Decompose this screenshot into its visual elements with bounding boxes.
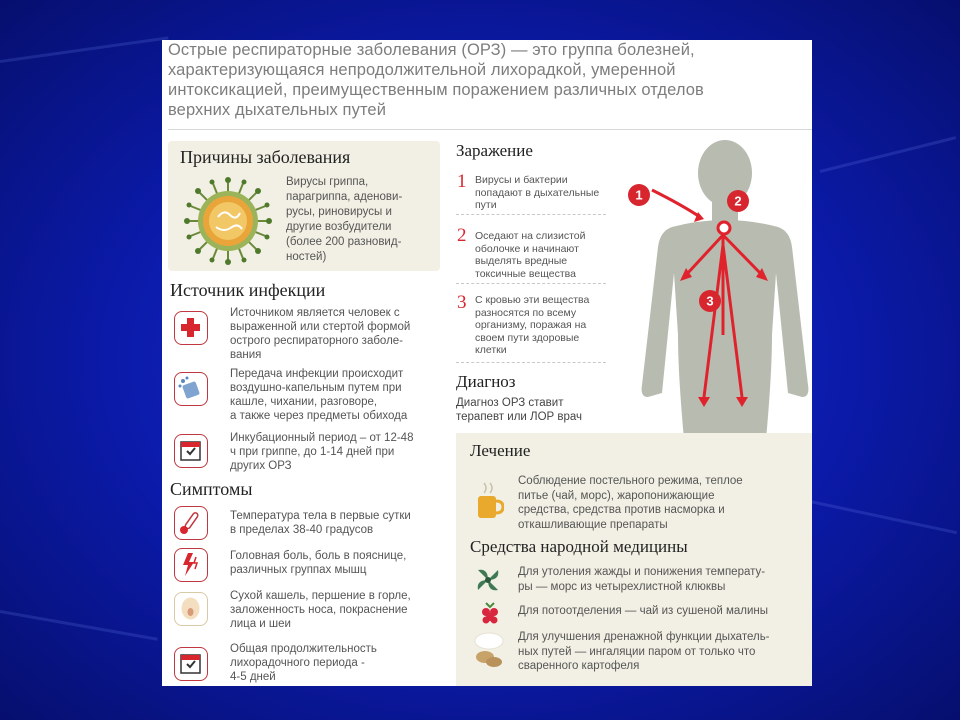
thermometer-icon — [174, 506, 208, 540]
symptom-line: Сухой кашель, першение в горле, — [230, 590, 411, 602]
raspberry-icon — [476, 599, 504, 627]
step-number: 2 — [457, 225, 467, 246]
symptom-line: лихорадочного периода - — [230, 657, 365, 669]
causes-line: Вирусы гриппа, — [286, 176, 369, 188]
background-streak — [0, 610, 158, 641]
throat-icon — [174, 592, 208, 626]
infection-step — [475, 230, 615, 280]
symptom-line: различных группах мышц — [230, 564, 367, 576]
folk-line: ных путей — ингаляции паром от только что — [518, 645, 756, 658]
source-line: воздушно-капельным путем при — [230, 382, 402, 394]
causes-line: парагриппа, аденови- — [286, 191, 403, 203]
source-line: кашле, чихании, разговоре, — [230, 396, 378, 408]
divider — [456, 214, 606, 215]
symptom-line: лица и шеи — [230, 618, 291, 630]
step-line: С кровью эти вещества — [475, 294, 590, 306]
causes-line: ностей) — [286, 251, 327, 263]
causes-line: другие возбудители — [286, 221, 392, 233]
herb-leaves-icon — [474, 566, 502, 594]
marker-label: 2 — [734, 193, 742, 209]
step-line: пути — [475, 199, 497, 211]
symptom-line: 4-5 дней — [230, 671, 276, 683]
symptom-line: Головная боль, боль в пояснице, — [230, 550, 407, 562]
calendar-icon — [174, 647, 208, 681]
source-title: Источник инфекции — [170, 280, 326, 300]
step-line: своем пути здоровые — [475, 331, 580, 344]
treatment-panel — [456, 433, 812, 686]
causes-text — [286, 175, 431, 265]
intro-line: интоксикацией, преимущественным поражением различных отделов — [168, 81, 704, 99]
human-body-diagram — [612, 135, 812, 480]
first-aid-icon — [174, 311, 208, 345]
hot-tea-cup-icon — [474, 481, 504, 521]
step-line: оболочке и начинают — [475, 242, 579, 255]
causes-panel — [168, 141, 440, 271]
treatment-line: Соблюдение постельного режима, теплое — [518, 475, 743, 487]
intro-line: Острые респираторные заболевания (ОРЗ) — это группа болезней, — [168, 41, 695, 59]
step-line: токсичные вещества — [475, 267, 576, 280]
source-line: вания — [230, 349, 262, 361]
source-line: выраженной или стертой формой — [230, 321, 411, 333]
source-line: Передача инфекции происходит — [230, 368, 404, 380]
diagnosis-line: терапевт или ЛОР врач — [456, 411, 583, 423]
symptom-item — [230, 642, 440, 684]
symptom-line: заложенность носа, покраснение — [230, 604, 408, 616]
body-silhouette — [642, 140, 809, 480]
source-line: острого респираторного заболе- — [230, 335, 404, 347]
treatment-line: питье (чай, морс), жаропонижающие — [518, 489, 715, 502]
diagnosis-title: Диагноз — [456, 372, 516, 391]
causes-title: Причины заболевания — [180, 147, 351, 167]
step-line: Вирусы и бактерии — [475, 174, 568, 186]
folk-item — [518, 604, 773, 619]
sneeze-droplets-icon — [174, 372, 208, 406]
folk-line: Для утоления жажды и понижения температу- — [518, 566, 766, 578]
treatment-line: откашливающие препараты — [518, 518, 668, 531]
treatment-line: средства, средства против насморка и — [518, 504, 725, 516]
background-streak — [820, 136, 957, 173]
symptom-line: Общая продолжительность — [230, 643, 377, 655]
divider — [168, 129, 812, 130]
folk-line: сваренного картофеля — [518, 660, 640, 672]
step-line: Оседают на слизистой — [475, 230, 586, 242]
folk-line: Для улучшения дренажной функции дыхатель- — [518, 631, 770, 643]
folk-title: Средства народной медицины — [470, 537, 688, 556]
intro-line: характеризующаяся непродолжительной лихорадкой, умеренной — [168, 61, 676, 79]
symptoms-title: Симптомы — [170, 479, 253, 499]
infection-step — [475, 174, 615, 212]
intro-line: верхних дыхательных путей — [168, 101, 387, 119]
lightning-pain-icon — [174, 548, 208, 582]
symptom-line: Температура тела в первые сутки — [230, 510, 411, 522]
step-line: попадают в дыхательные — [475, 186, 600, 199]
step-line: разносятся по всему — [475, 306, 577, 319]
infection-step — [475, 294, 615, 357]
symptom-item — [230, 509, 440, 537]
potato-steam-icon — [472, 631, 506, 671]
source-item — [230, 367, 440, 423]
divider — [456, 362, 606, 363]
folk-item — [518, 565, 773, 594]
treatment-text — [518, 474, 773, 532]
step-number: 1 — [457, 171, 467, 192]
symptom-item — [230, 589, 440, 631]
step-number: 3 — [457, 292, 467, 313]
source-item — [230, 306, 440, 362]
step-line: выделять вредные — [475, 255, 568, 267]
symptom-line: в пределах 38-40 градусов — [230, 524, 374, 536]
infection-title: Заражение — [456, 141, 533, 160]
step-line: организму, поражая на — [475, 319, 587, 331]
folk-item — [518, 630, 773, 674]
source-line: ч при гриппе, до 1-14 дней при — [230, 446, 395, 458]
divider — [456, 283, 606, 284]
diagnosis-line: Диагноз ОРЗ ставит — [456, 397, 564, 409]
source-line: а также через предметы обихода — [230, 410, 408, 422]
source-item — [230, 431, 440, 473]
folk-line: Для потоотделения — чай из сушеной малины — [518, 605, 769, 617]
infographic-sheet — [162, 40, 812, 686]
virus-icon — [184, 177, 272, 265]
source-line: Источником является человек с — [230, 307, 400, 319]
treatment-title: Лечение — [470, 441, 531, 460]
calendar-icon — [174, 434, 208, 468]
source-line: Инкубационный период – от 12-48 — [230, 432, 414, 444]
marker-label: 1 — [635, 187, 643, 203]
symptom-item — [230, 549, 440, 577]
marker-label: 3 — [706, 293, 714, 309]
causes-line: (более 200 разновид- — [286, 236, 402, 248]
intro-text — [168, 40, 808, 120]
diagnosis-text — [456, 396, 616, 424]
causes-line: русы, риновирусы и — [286, 206, 392, 218]
source-line: других ОРЗ — [230, 460, 292, 472]
folk-line: ры — морс из четырехлистной клюквы — [518, 580, 726, 593]
step-line: клетки — [475, 344, 507, 356]
background-streak — [810, 500, 957, 534]
background-streak — [0, 36, 169, 63]
